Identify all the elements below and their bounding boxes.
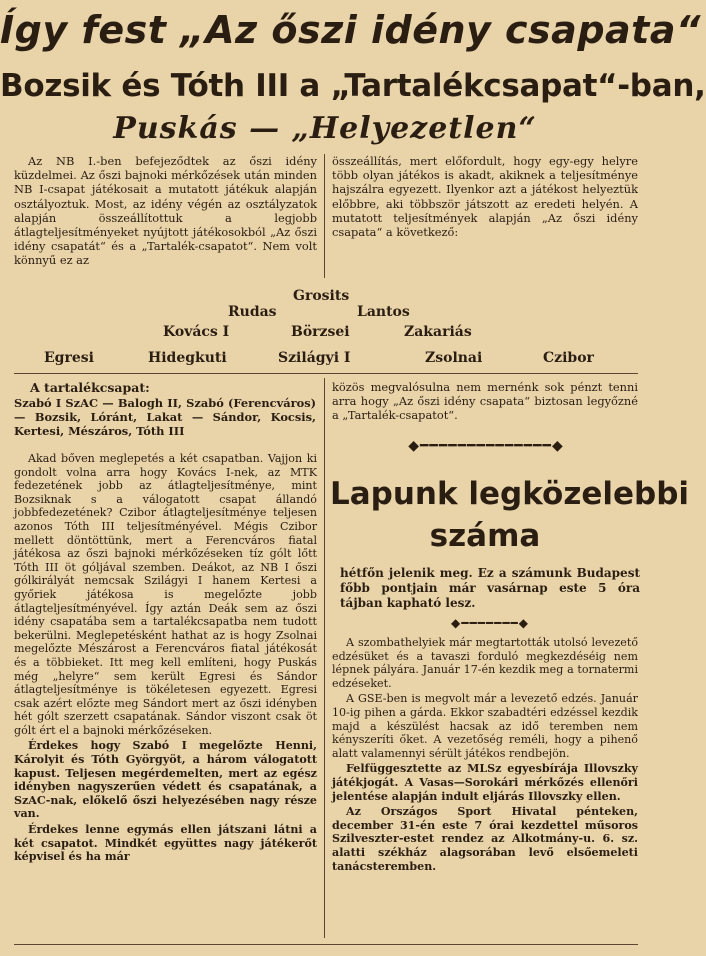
team-divider xyxy=(14,373,638,374)
announcement-title-2: száma xyxy=(429,518,541,554)
reserve-list: Szabó I SzAC — Balogh II, Szabó (Ferencváros) — Bozsik, Lóránt, Lakat — Sándor, Kocsis, Kertesi, Mészáros, Tóth III xyxy=(14,396,316,438)
body-right-top: közös megvalósulna nem mernénk sok pénzt tenni arra hogy „Az őszi idény csapata“ biztosan legyőzné a „Tartalék-csapatot“. xyxy=(332,380,638,423)
team-forward-1: Egresi xyxy=(44,350,94,366)
column-divider-main xyxy=(324,378,325,938)
news-column: A szombathelyiek már megtartották utolsó levezető edzésüket és a tavaszi forduló megkezdéséig nem lépnek pályára. Január 17-én kezdik meg a tornatermi edzéseket. A GSE-ben is megvolt már a levezető edzés. Január 10-ig pihen a gárda. Ekkor szabadtéri edzéssel kezdik majd a készülést hacsak az idő teremben nem kényszeríti őket. A vezetőség reméli, hogy a pihenő alatt valamennyi sérült játékos rendbejön. Felfüggesztette az MLSz egyesbírája Illovszky játékjogát. A Vasas—Sorokári mérkőzés ellenőri jelentése alapján indult eljárás Illovszky ellen. Az Országos Sport Hivatal pénteken, december 31-én este 7 órai kezdettel műsoros Szilveszter-estet rendez az Alkotmány-u. 6. sz. alatti székház alagsorában levő elsőemeleti tanácsteremben. xyxy=(332,636,638,873)
team-forward-4: Zsolnai xyxy=(425,350,483,366)
ornament-divider-2: ◆━━━━━━━◆ xyxy=(450,616,530,630)
team-back-2: Lantos xyxy=(357,304,410,320)
intro-right: összeállítás, mert előfordult, hogy egy-egy helyre több olyan játékos is akadt, akiknek a teljesítménye hajszálra egyezett. Ilyenkor azt a játékost helyeztük előbbre, aki többször játszott az eredeti helyén. A mutatott teljesítmények alapján „Az őszi idény csapata“ a következő: xyxy=(332,154,638,240)
body-left: Akad bőven meglepetés a két csapatban. Vajjon ki gondolt volna arra hogy Kovács I-nek, az MTK fedezetének jobb az átlagteljesítménye, mint Bozsiknak s a válogatott csapat állandó jobbfedezetének? Czibor átlagteljesítménye teljesen azonos Tóth III teljesítményével. Mégis Czibor mellett döntöttünk, mert a Ferencváros fiatal játékosa az őszi bajnoki mérkőzéseken tíz gólt lőtt Tóth III öt góljával szemben. Deákot, az NB I őszi gólkirályát nemcsak Szilágyi I hanem Kertesi a győriek játékosa is megelőzte jobb átlagteljesítményével. Így aztán Deák sem az őszi idény csapatába sem a tartalékcsapatba nem tudott bekerülni. Meglepetésként hathat az is hogy Zsolnai megelőzte Mészárost a Ferencváros fiatal játékosát és a többieket. Itt meg kell említeni, hogy Puskás még „helyre“ sem került Egresi és Sándor átlagteljesítménye is tökéletesen egyezett. Egresi csak azért előzte meg Sándort mert az őszi idényben hét gólt szerzett csapatának. Sándor viszont csak öt gólt ért el a bajnoki mérkőzéseken. Érdekes hogy Szabó I megelőzte Henni, Károlyit és Tóth Györgyöt, a három válogatott kapust. Teljesen megérdemelten, mert az egész idényben nagyszerűen védett és csapatának, a SzAC-nak, előkelő őszi helyezésében nagy része van. Érdekes lenne egymás ellen játszani látni a két csapatot. Mindkét együttes nagy játékerőt képvisel és ha már xyxy=(14,452,317,864)
team-back-1: Rudas xyxy=(228,304,277,320)
intro-left: Az NB I.-ben befejeződtek az őszi idény küzdelmei. Az őszi bajnoki mérkőzések után minden NB I-csapat játékosait a mutatott játékuk alapján osztályoztuk. Most, az idény végén az osztályzatok alapján összeállítottuk a legjobb átlagteljesítményeket nyújtott játékosokból „Az őszi idény csapatát“ és a „Tartalék-csapatot“. Nem volt könnyű ez az xyxy=(14,154,317,268)
team-forward-2: Hidegkuti xyxy=(148,350,227,366)
team-forward-5: Czibor xyxy=(543,350,594,366)
team-half-3: Zakariás xyxy=(404,324,472,340)
headline-subtitle: Bozsik és Tóth III a „Tartalékcsapat“-ban, xyxy=(0,68,706,104)
headline-title: Így fest „Az őszi idény csapata“ xyxy=(0,8,701,52)
headline-tagline: Puskás — „Helyezetlen“ xyxy=(113,111,537,146)
team-goalkeeper: Grosits xyxy=(293,288,350,304)
team-half-2: Börzsei xyxy=(291,324,350,340)
ornament-divider-1: ◆━━━━━━━━━━━━━━◆ xyxy=(408,438,564,454)
team-forward-3: Szilágyi I xyxy=(278,350,351,366)
reserve-heading: A tartalékcsapat: xyxy=(30,380,150,395)
team-half-1: Kovács I xyxy=(163,324,230,340)
announcement-text: hétfőn jelenik meg. Ez a számunk Budapest főbb pontjain már vasárnap este 5 óra tájban kapható lesz. xyxy=(340,566,640,610)
bottom-rule xyxy=(14,944,638,945)
announcement-title-1: Lapunk legközelebbi xyxy=(330,476,690,512)
column-divider-top xyxy=(324,154,325,278)
